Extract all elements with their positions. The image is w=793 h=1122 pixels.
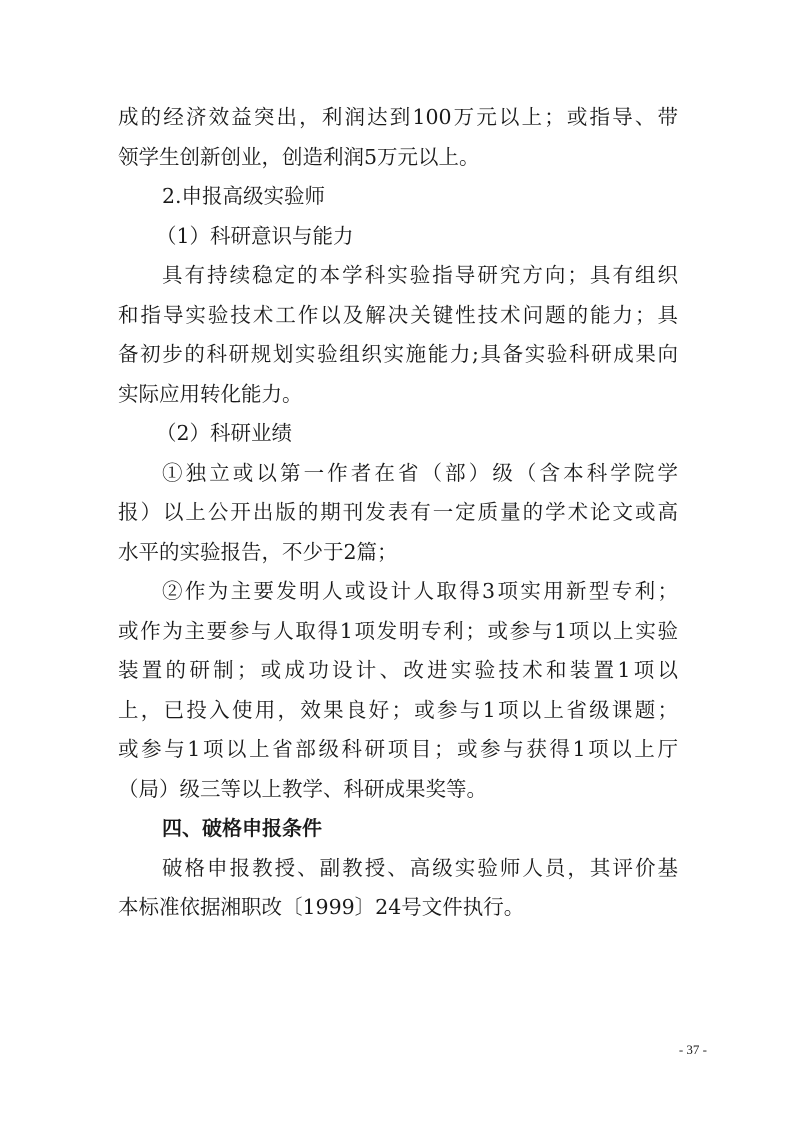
document-body	[118, 98, 678, 928]
text-line: 成的经济效益突出，利润达到100万元以上；或指导、带	[118, 105, 678, 129]
text-line: 破格申报教授、副教授、高级实验师人员，其评价基	[162, 855, 678, 880]
text-line: 领学生创新创业，创造利润5万元以上。	[118, 144, 480, 169]
section-subheading: 2.申报高级实验师	[162, 184, 326, 208]
subsection-heading: （2）科研业绩	[156, 421, 293, 445]
text-line: 实际应用转化能力。	[118, 381, 303, 406]
text-line: ②作为主要发明人或设计人取得3项实用新型专利；	[162, 579, 678, 603]
text-line: 水平的实验报告，不少于2篇；	[118, 539, 398, 564]
text-line: 和指导实验技术工作以及解决关键性技术问题的能力；具	[118, 302, 678, 327]
text-line: 具有持续稳定的本学科实验指导研究方向；具有组织	[162, 263, 678, 287]
section-heading: 四、破格申报条件	[162, 816, 322, 840]
text-line: 上，已投入使用，效果良好；或参与1项以上省级课题；	[118, 697, 678, 722]
text-line: 本标准依据湘职改〔1999〕24号文件执行。	[118, 895, 525, 919]
text-line: 或参与1项以上省部级科研项目；或参与获得1项以上厅	[118, 737, 678, 761]
text-line: 或作为主要参与人取得1项发明专利；或参与1项以上实验	[118, 618, 678, 643]
text-line: ①独立或以第一作者在省（部）级（含本科学院学	[162, 460, 678, 485]
text-line: （局）级三等以上教学、科研成果奖等。	[118, 776, 487, 801]
page-number: - 37 -	[678, 1042, 707, 1057]
text-line: 报）以上公开出版的期刊发表有一定质量的学术论文或高	[118, 500, 678, 524]
text-line: 备初步的科研规划实验组织实施能力;具备实验科研成果向	[118, 342, 678, 366]
subsection-heading: （1）科研意识与能力	[156, 223, 354, 248]
text-line: 装置的研制；或成功设计、改进实验技术和装置1项以	[118, 658, 678, 682]
